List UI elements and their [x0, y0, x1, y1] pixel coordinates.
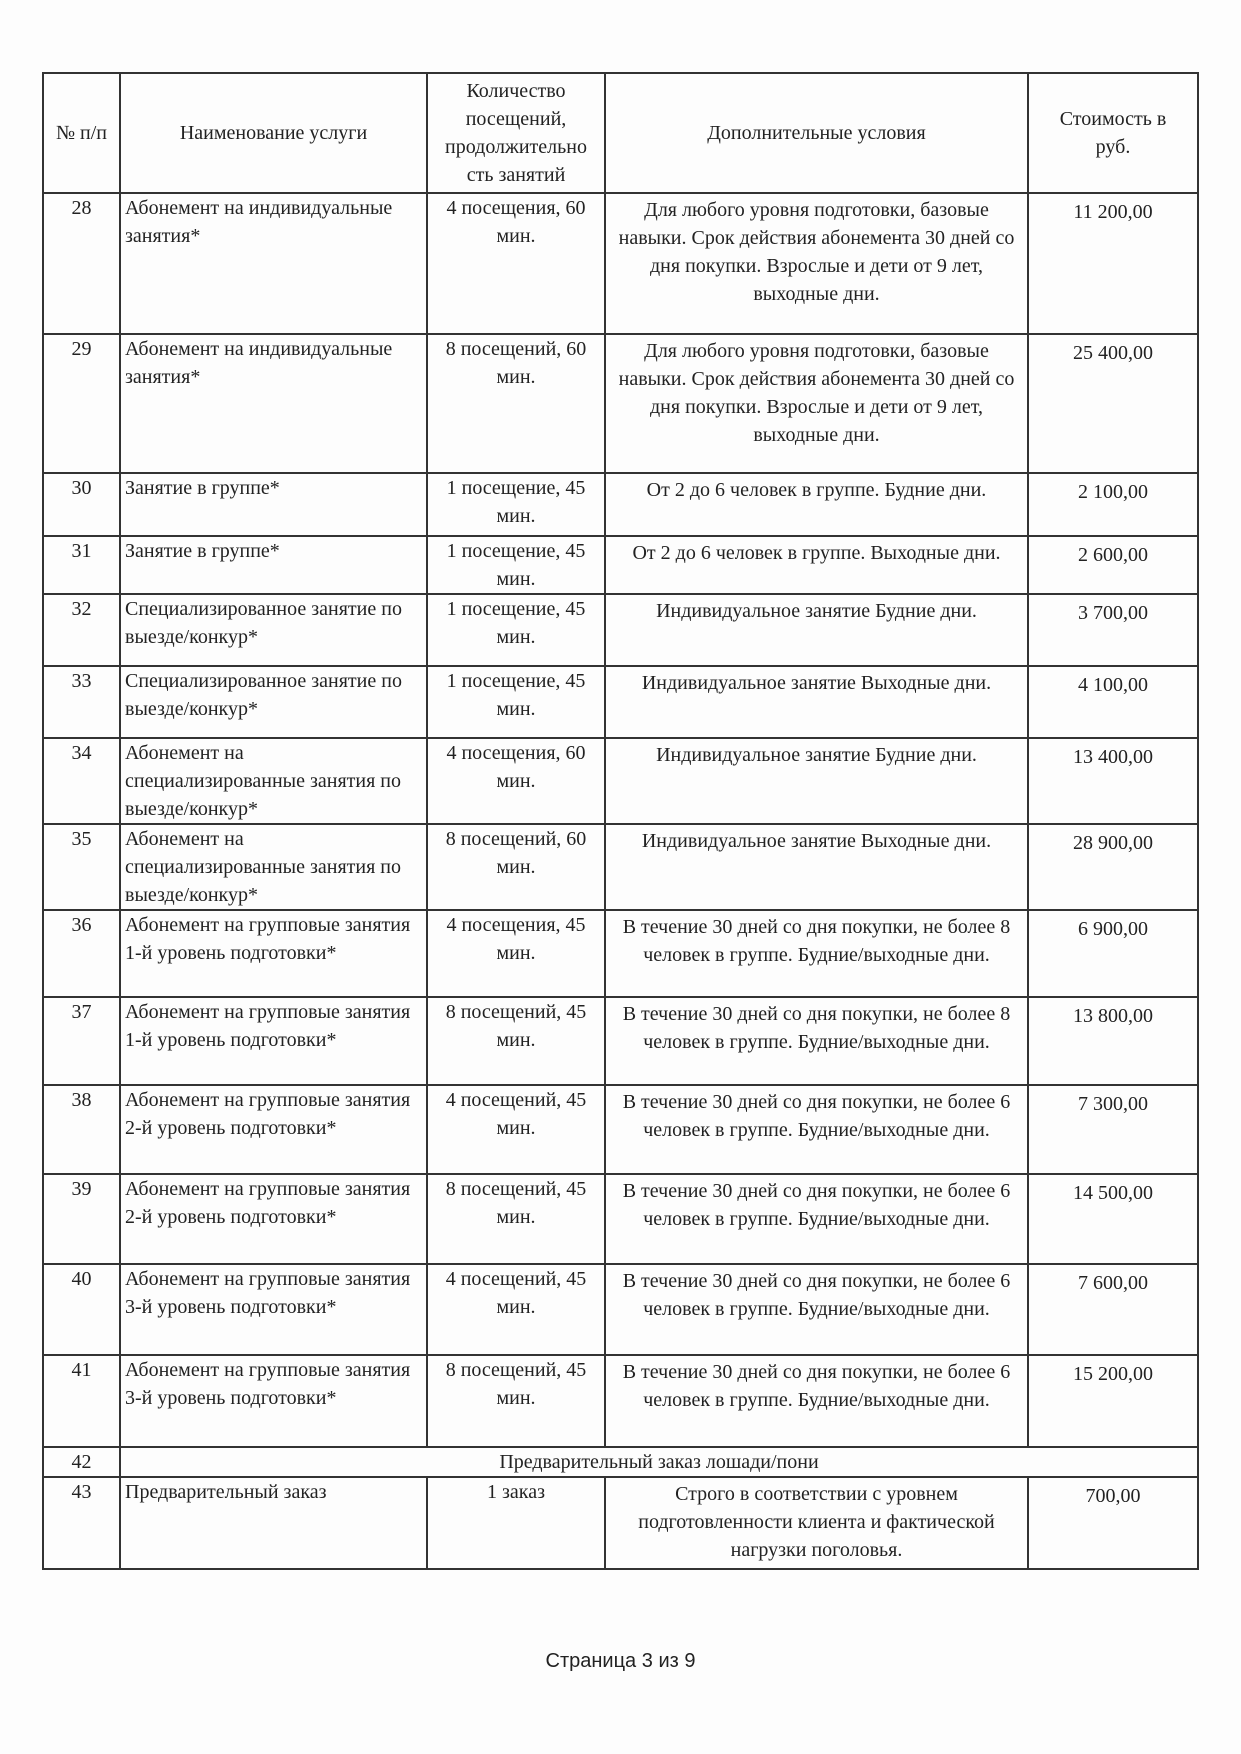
table-row	[43, 1174, 1198, 1264]
table-row	[43, 1264, 1198, 1355]
table-row	[43, 193, 1198, 334]
table-header-row	[43, 73, 1198, 193]
row-num: 32	[43, 594, 120, 666]
header-price: Стоимость в руб.	[1028, 73, 1198, 193]
row-name: Занятие в группе*	[120, 473, 427, 536]
table-row	[43, 824, 1198, 910]
row-conditions: В течение 30 дней со дня покупки, не более 8 человек в группе. Будние/выходные дни.	[605, 997, 1028, 1085]
row-price: 11 200,00	[1028, 193, 1198, 334]
table-row	[43, 1355, 1198, 1447]
row-qty: 4 посещений, 45 мин.	[427, 1085, 605, 1174]
row-qty: 8 посещений, 45 мин.	[427, 1355, 605, 1447]
row-conditions: В течение 30 дней со дня покупки, не более 6 человек в группе. Будние/выходные дни.	[605, 1085, 1028, 1174]
row-qty: 1 посещение, 45 мин.	[427, 473, 605, 536]
row-price: 28 900,00	[1028, 824, 1198, 910]
row-price: 2 600,00	[1028, 536, 1198, 594]
footer-page-label: Страница	[545, 1650, 637, 1672]
row-price: 7 600,00	[1028, 1264, 1198, 1355]
section-title: Предварительный заказ лошади/пони	[120, 1447, 1198, 1477]
row-name: Абонемент на специализированные занятия по выезде/конкур*	[120, 738, 427, 824]
row-qty: 8 посещений, 45 мин.	[427, 997, 605, 1085]
table-row	[43, 738, 1198, 824]
row-price: 14 500,00	[1028, 1174, 1198, 1264]
row-name: Абонемент на групповые занятия 1-й уровень подготовки*	[120, 910, 427, 997]
row-name: Абонемент на индивидуальные занятия*	[120, 334, 427, 473]
row-qty: 4 посещений, 45 мин.	[427, 1264, 605, 1355]
row-conditions: В течение 30 дней со дня покупки, не более 6 человек в группе. Будние/выходные дни.	[605, 1355, 1028, 1447]
footer-of-label: из	[658, 1650, 679, 1672]
row-conditions: В течение 30 дней со дня покупки, не более 6 человек в группе. Будние/выходные дни.	[605, 1264, 1028, 1355]
row-qty: 1 посещение, 45 мин.	[427, 594, 605, 666]
row-name: Абонемент на групповые занятия 2-й уровень подготовки*	[120, 1174, 427, 1264]
row-qty: 4 посещения, 60 мин.	[427, 193, 605, 334]
table-row	[43, 666, 1198, 738]
row-num: 40	[43, 1264, 120, 1355]
row-price: 13 400,00	[1028, 738, 1198, 824]
row-num: 30	[43, 473, 120, 536]
table-row	[43, 473, 1198, 536]
price-table	[42, 72, 1199, 1570]
row-conditions: Индивидуальное занятие Будние дни.	[605, 594, 1028, 666]
row-conditions: Для любого уровня подготовки, базовые навыки. Срок действия абонемента 30 дней со дня покупки. Взрослые и дети от 9 лет, выходные дни.	[605, 334, 1028, 473]
section-num: 42	[43, 1447, 120, 1477]
table-row	[43, 1477, 1198, 1569]
table-row	[43, 997, 1198, 1085]
header-num: № п/п	[43, 73, 120, 193]
row-qty: 4 посещения, 45 мин.	[427, 910, 605, 997]
row-name: Абонемент на специализированные занятия по выезде/конкур*	[120, 824, 427, 910]
row-conditions: В течение 30 дней со дня покупки, не более 8 человек в группе. Будние/выходные дни.	[605, 910, 1028, 997]
row-num: 36	[43, 910, 120, 997]
section-row	[43, 1447, 1198, 1477]
footer-total-pages: 9	[684, 1650, 696, 1672]
row-qty: 1 посещение, 45 мин.	[427, 536, 605, 594]
row-conditions: Для любого уровня подготовки, базовые навыки. Срок действия абонемента 30 дней со дня покупки. Взрослые и дети от 9 лет, выходные дни.	[605, 193, 1028, 334]
row-qty: 1 заказ	[427, 1477, 605, 1569]
table-row	[43, 594, 1198, 666]
row-num: 31	[43, 536, 120, 594]
row-conditions: Индивидуальное занятие Выходные дни.	[605, 666, 1028, 738]
row-qty: 8 посещений, 60 мин.	[427, 334, 605, 473]
table-row	[43, 1085, 1198, 1174]
row-name: Абонемент на групповые занятия 2-й уровень подготовки*	[120, 1085, 427, 1174]
row-name: Абонемент на групповые занятия 1-й уровень подготовки*	[120, 997, 427, 1085]
row-num: 28	[43, 193, 120, 334]
footer-current-page: 3	[641, 1650, 653, 1672]
row-num: 35	[43, 824, 120, 910]
row-price: 6 900,00	[1028, 910, 1198, 997]
row-qty: 1 посещение, 45 мин.	[427, 666, 605, 738]
table-row	[43, 910, 1198, 997]
row-conditions: От 2 до 6 человек в группе. Будние дни.	[605, 473, 1028, 536]
row-price: 2 100,00	[1028, 473, 1198, 536]
row-price: 700,00	[1028, 1477, 1198, 1569]
header-conditions: Дополнительные условия	[605, 73, 1028, 193]
row-num: 43	[43, 1477, 120, 1569]
row-num: 37	[43, 997, 120, 1085]
row-name: Абонемент на групповые занятия 3-й уровень подготовки*	[120, 1355, 427, 1447]
page-footer	[0, 1650, 1241, 1673]
row-conditions: Строго в соответствии с уровнем подготовленности клиента и фактической нагрузки поголовья.	[605, 1477, 1028, 1569]
row-num: 34	[43, 738, 120, 824]
row-name: Предварительный заказ	[120, 1477, 427, 1569]
row-name: Специализированное занятие по выезде/конкур*	[120, 594, 427, 666]
row-num: 39	[43, 1174, 120, 1264]
row-name: Занятие в группе*	[120, 536, 427, 594]
row-price: 4 100,00	[1028, 666, 1198, 738]
table-row	[43, 334, 1198, 473]
row-price: 25 400,00	[1028, 334, 1198, 473]
row-name: Специализированное занятие по выезде/конкур*	[120, 666, 427, 738]
row-conditions: От 2 до 6 человек в группе. Выходные дни.	[605, 536, 1028, 594]
row-price: 7 300,00	[1028, 1085, 1198, 1174]
header-name: Наименование услуги	[120, 73, 427, 193]
row-num: 29	[43, 334, 120, 473]
row-price: 13 800,00	[1028, 997, 1198, 1085]
row-price: 15 200,00	[1028, 1355, 1198, 1447]
row-num: 33	[43, 666, 120, 738]
row-qty: 4 посещения, 60 мин.	[427, 738, 605, 824]
header-qty: Количество посещений, продолжительно сть занятий	[427, 73, 605, 193]
row-qty: 8 посещений, 45 мин.	[427, 1174, 605, 1264]
table-row	[43, 536, 1198, 594]
row-conditions: Индивидуальное занятие Будние дни.	[605, 738, 1028, 824]
row-conditions: В течение 30 дней со дня покупки, не более 6 человек в группе. Будние/выходные дни.	[605, 1174, 1028, 1264]
row-name: Абонемент на индивидуальные занятия*	[120, 193, 427, 334]
row-price: 3 700,00	[1028, 594, 1198, 666]
row-qty: 8 посещений, 60 мин.	[427, 824, 605, 910]
row-num: 41	[43, 1355, 120, 1447]
row-name: Абонемент на групповые занятия 3-й уровень подготовки*	[120, 1264, 427, 1355]
price-table-sheet	[42, 72, 1197, 1570]
row-num: 38	[43, 1085, 120, 1174]
row-conditions: Индивидуальное занятие Выходные дни.	[605, 824, 1028, 910]
